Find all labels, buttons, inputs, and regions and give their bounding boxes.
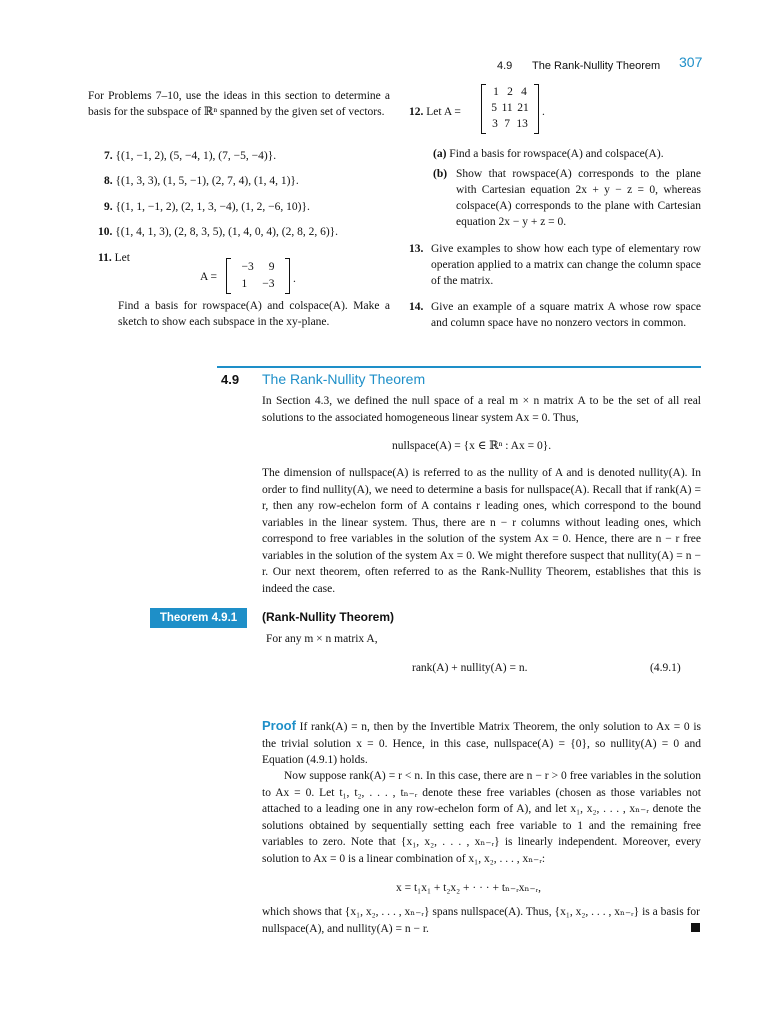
section-para-1: In Section 4.3, we defined the null space of a real m × n matrix A to be the set of all real solutions to the associated homogeneous linear system Ax = 0. Thus, xyxy=(262,395,701,424)
matrix-cell: 9 xyxy=(268,261,275,273)
problem-number: 8. xyxy=(104,175,113,187)
matrix-cell: −3 xyxy=(262,278,275,290)
problem-text: {(1, −1, 2), (5, −4, 1), (7, −5, −4)}. xyxy=(115,150,277,162)
part-label: (a) xyxy=(433,148,447,160)
problem-text: {(1, 1, −1, 2), (2, 1, 3, −4), (1, 2, −6, 10)}. xyxy=(115,201,310,213)
p11-lhs: A = xyxy=(200,271,218,283)
section-number: 4.9 xyxy=(221,372,240,387)
problem-number: 13. xyxy=(409,243,424,255)
matrix-cell: −3 xyxy=(241,261,254,273)
problem-13-text: Give examples to show how each type of elementary row operation applied to a matrix can change the column space of the matrix. xyxy=(431,243,701,287)
problem-text: Let xyxy=(114,252,130,264)
problem-number: 12. xyxy=(409,106,424,118)
problem-text: Let A = xyxy=(426,106,461,118)
theorem-label: Theorem 4.9.1 xyxy=(150,608,247,628)
matrix-cell: 21 xyxy=(517,102,529,114)
problem-8 xyxy=(104,173,299,190)
p11-matrix xyxy=(226,258,290,294)
matrix-cell: 7 xyxy=(504,118,510,130)
theorem-equation: rank(A) + nullity(A) = n. xyxy=(412,662,528,674)
problem-12b-label xyxy=(433,166,447,183)
problem-text: {(1, 3, 3), (1, 5, −1), (2, 7, 4), (1, 4, 1)}. xyxy=(115,175,299,187)
problem-number: 7. xyxy=(104,150,113,162)
proof-para-1 xyxy=(262,718,701,769)
matrix-cell: 5 xyxy=(491,102,498,114)
theorem-name: (Rank-Nullity Theorem) xyxy=(262,610,395,624)
problem-14-number xyxy=(409,299,423,316)
section-title: The Rank-Nullity Theorem xyxy=(262,371,426,387)
proof-equation: x = t₁x₁ + t₂x₂ + · · · + tₙ₋ᵣxₙ₋ᵣ, xyxy=(396,882,542,894)
problem-12b-text: Show that rowspace(A) corresponds to the plane with Cartesian equation 2x + y − z = 0, whereas colspace(A) corresponds to the plane with Cartesian equation 2x − y + z = 0. xyxy=(456,168,701,228)
p11-period: . xyxy=(293,273,296,285)
problem-12a xyxy=(433,146,664,163)
matrix-cell: 4 xyxy=(521,86,527,98)
problem-13-number xyxy=(409,241,423,258)
problem-12 xyxy=(409,104,461,121)
problems-intro: For Problems 7–10, use the ideas in this section to determine a basis for the subspace of ℝⁿ spanned by the given set of vectors. xyxy=(88,90,390,118)
problem-number: 14. xyxy=(409,301,424,313)
p12-period: . xyxy=(542,106,545,118)
theorem-equation-number: (4.9.1) xyxy=(650,662,681,674)
problem-10 xyxy=(98,224,338,241)
problem-number: 9. xyxy=(104,201,113,213)
problem-11-body: Find a basis for rowspace(A) and colspace(A). Make a sketch to show each subspace in the xy-plane. xyxy=(118,300,390,328)
page-number: 307 xyxy=(679,54,703,70)
section-para-2: The dimension of nullspace(A) is referred to as the nullity of A and is denoted nullity(A). In order to find nullity(A), we need to determine a basis for nullspace(A). Recall that if rank(A) = r, then any row-echelon form of A contains r leading ones, which correspond to the bound variables in the linear system. Thus, there are n − r columns without leading ones, which correspond to free variables in the solution of the system Ax = 0. Hence, there are n − r free variables in the solution of the system Ax = 0. We might therefore suspect that nullity(A) = n − r. Our next theorem, often referred to as the Rank-Nullity Theorem, establishes that this is indeed the case. xyxy=(262,467,701,595)
proof-text: If rank(A) = n, then by the Invertible Matrix Theorem, the only solution to Ax = 0 is the trivial solution x = 0. Hence, in this case, nullspace(A) = {0}, so nullity(A) = 0 and Equation (4.9.1) holds. xyxy=(262,721,701,766)
header-title: The Rank-Nullity Theorem xyxy=(532,60,661,72)
proof-label: Proof xyxy=(262,718,296,733)
theorem-statement: For any m × n matrix A, xyxy=(266,633,378,645)
problem-number: 10. xyxy=(98,226,113,238)
problem-number: 11. xyxy=(98,252,112,264)
proof-para-2: Now suppose rank(A) = r < n. In this case, there are n − r > 0 free variables in the solution to Ax = 0. Let t₁, t₂, . . . , tₙ₋ᵣ denote these free variables (chosen as those variables not attached to a leading one in any row-echelon form of A), and let x₁, x₂, . . . , xₙ₋ᵣ denote the solutions obtained by sequentially setting each free variable to 1 and the remaining free variables to zero. Note that {x₁, x₂, . . . , xₙ₋ᵣ} is linearly independent. Moreover, every solution to Ax = 0 is a linear combination of x₁, x₂, . . . , xₙ₋ᵣ: xyxy=(262,770,701,865)
matrix-cell: 2 xyxy=(507,86,513,98)
matrix-cell: 1 xyxy=(493,86,499,98)
problem-9 xyxy=(104,199,310,216)
p12-matrix xyxy=(481,84,539,134)
matrix-cell: 13 xyxy=(516,118,528,130)
matrix-cell: 1 xyxy=(241,278,248,290)
matrix-cell: 11 xyxy=(501,102,513,114)
part-label: (b) xyxy=(433,168,448,180)
problem-14-text: Give an example of a square matrix A whose row space and column space have no nonzero vectors in common. xyxy=(431,301,701,329)
section-rule xyxy=(217,366,701,368)
header-section-number: 4.9 xyxy=(497,60,513,72)
part-text: Find a basis for rowspace(A) and colspace(A). xyxy=(449,148,664,160)
problem-7 xyxy=(104,148,276,165)
problem-text: {(1, 4, 1, 3), (2, 8, 3, 5), (1, 4, 0, 4), (2, 8, 2, 6)}. xyxy=(115,226,339,238)
proof-para-3: which shows that {x₁, x₂, . . . , xₙ₋ᵣ} spans nullspace(A). Thus, {x₁, x₂, . . . , xₙ₋ᵣ} is a basis for nullspace(A), and nullity(A) = n − r. xyxy=(262,906,700,935)
problem-11 xyxy=(98,250,130,267)
qed-square-icon xyxy=(691,923,700,932)
matrix-cell: 3 xyxy=(492,118,498,130)
nullspace-equation: nullspace(A) = {x ∈ ℝⁿ : Ax = 0}. xyxy=(392,440,552,452)
